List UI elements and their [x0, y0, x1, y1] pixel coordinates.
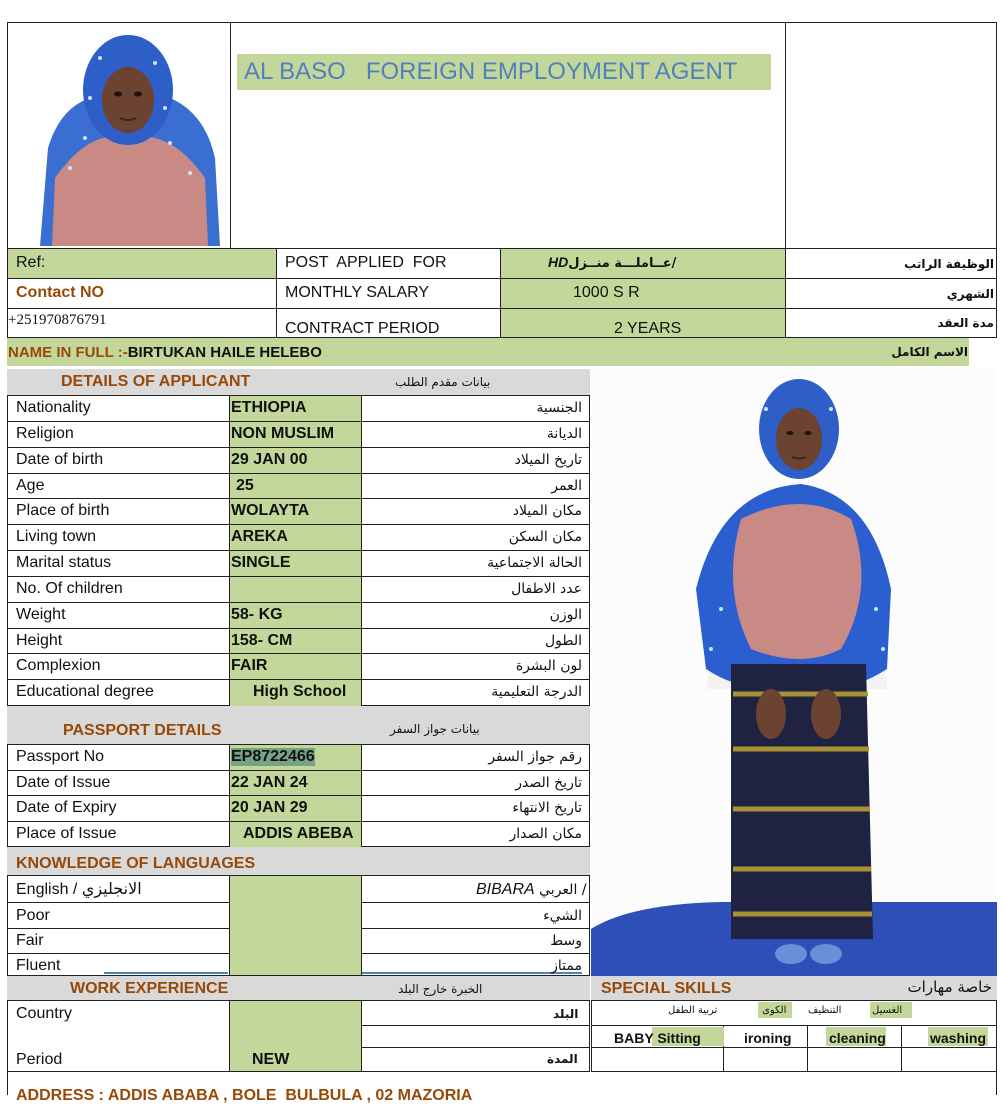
row-label: Date of Expiry — [16, 799, 117, 816]
language-level-label: Poor — [16, 907, 50, 924]
applicant-section-title: DETAILS OF APPLICANT — [61, 373, 251, 390]
monthly-salary-label: MONTHLY SALARY — [285, 284, 430, 301]
skill-baby-sitting — [614, 1029, 701, 1047]
row-label: Passport No — [16, 748, 105, 765]
skill-ar-cleaning: التنظيف — [808, 1005, 842, 1016]
skill-washing: washing — [930, 1030, 987, 1046]
row-value: 29 JAN 00 — [231, 451, 308, 468]
row-label-ar: الوزن — [549, 607, 582, 623]
row-label-ar: عدد الاطفال — [511, 581, 582, 597]
row-value: EP8722466 — [231, 748, 315, 765]
applicant-portrait-photo — [30, 28, 226, 246]
row-value: FAIR — [231, 657, 268, 674]
ref-label: Ref: — [16, 254, 46, 271]
row-label-ar: الجنسية — [536, 400, 582, 416]
skill-ar-washing: الغسيل — [872, 1005, 903, 1016]
languages-section-title: KNOWLEDGE OF LANGUAGES — [16, 855, 256, 872]
row-label-ar: رقم جواز السفر — [488, 749, 582, 765]
language-level-label: Fair — [16, 932, 44, 949]
arabic-language-value: BIBARA — [476, 881, 535, 898]
address-text: ADDRESS : ADDIS ABABA , BOLE BULBULA , 02 MAZORIA — [16, 1087, 473, 1104]
passport-section-title: PASSPORT DETAILS — [63, 722, 222, 739]
work-period-value: NEW — [252, 1051, 290, 1068]
row-label: Marital status — [16, 554, 112, 571]
skill-ironing: ironing — [744, 1030, 792, 1046]
row-label: Living town — [16, 528, 97, 545]
post-value-ar: عــاملـــة منــزل/ — [568, 256, 677, 271]
post-ar-label: الوظيفة الراتب — [904, 257, 994, 271]
row-label: Nationality — [16, 399, 91, 416]
row-label: Height — [16, 632, 63, 649]
row-label-ar: تاريخ الانتهاء — [512, 800, 582, 816]
row-label: Date of Issue — [16, 774, 111, 791]
row-label: Date of birth — [16, 451, 104, 468]
row-value: ETHIOPIA — [231, 399, 307, 416]
row-value: 25 — [236, 477, 254, 494]
row-label-ar: مكان الميلاد — [512, 503, 582, 519]
row-label: Weight — [16, 606, 66, 623]
contract-ar-label: مدة العقد — [937, 316, 994, 330]
post-applied-value — [548, 252, 688, 274]
post-applied-label: POST APPLIED FOR — [285, 254, 447, 271]
skill-ar-ironing: الكوى — [762, 1005, 787, 1016]
skills-section-title: SPECIAL SKILLS — [601, 980, 732, 997]
language-level-ar: وسط — [550, 933, 582, 949]
row-label: No. Of children — [16, 580, 123, 597]
work-period-ar: المدة — [547, 1052, 578, 1066]
full-name-ar-label: الاسم الكامل — [891, 345, 968, 359]
row-value: AREKA — [231, 528, 288, 545]
arabic-language — [476, 881, 587, 899]
language-level-ar: ممتاز — [551, 958, 582, 974]
row-label-ar: تاريخ الصدر — [515, 775, 582, 791]
row-label-ar: الديانة — [546, 426, 582, 442]
salary-ar-label: الشهري — [946, 287, 994, 301]
contact-label: Contact NO — [16, 284, 104, 301]
full-name — [8, 344, 322, 362]
salary-value: 1000 S R — [573, 284, 640, 301]
row-label-ar: لون البشرة — [515, 658, 582, 674]
row-label-ar: الطول — [544, 633, 582, 649]
row-label: Place of Issue — [16, 825, 117, 842]
full-name-value: BIRTUKAN HAILE HELEBO — [127, 344, 322, 361]
applicant-section-title-ar: بيانات مقدم الطلب — [395, 375, 491, 389]
row-label-ar: العمر — [551, 478, 582, 494]
row-value: High School — [253, 683, 347, 700]
row-value: 22 JAN 24 — [231, 774, 308, 791]
full-name-label: NAME IN FULL :- — [8, 344, 128, 361]
contract-value: 2 YEARS — [614, 320, 682, 337]
contract-period-label: CONTRACT PERIOD — [285, 320, 440, 337]
row-label-ar: مكان السكن — [508, 529, 582, 545]
work-section-title-ar: الخبرة خارج البلد — [398, 982, 483, 996]
row-label-ar: الحالة الاجتماعية — [487, 555, 582, 571]
arabic-language-label: العربي / — [539, 882, 587, 898]
row-label: Complexion — [16, 657, 101, 674]
row-value: 158- CM — [231, 632, 293, 649]
language-level-ar: الشيء — [543, 908, 582, 924]
post-value-en: HD — [548, 254, 569, 270]
work-section-title: WORK EXPERIENCE — [70, 980, 229, 997]
applicant-full-body-photo — [591, 369, 997, 976]
english-label: English / الانجليزي — [16, 881, 142, 898]
work-period-label: Period — [16, 1051, 63, 1068]
row-value: WOLAYTA — [231, 502, 310, 519]
row-label: Educational degree — [16, 683, 154, 700]
skill-ar-baby: تربية الطفل — [668, 1005, 718, 1016]
row-label-ar: الدرجة التعليمية — [491, 684, 582, 700]
row-value: NON MUSLIM — [231, 425, 335, 442]
row-label-ar: مكان الصدار — [509, 826, 582, 842]
passport-section-title-ar: بيانات جواز السفر — [390, 722, 480, 736]
skill-baby-label: Sitting — [657, 1030, 701, 1046]
phone-number: +251970876791 — [8, 312, 107, 328]
row-value: ADDIS ABEBA — [243, 825, 354, 842]
work-country-label: Country — [16, 1005, 73, 1022]
skill-cleaning: cleaning — [829, 1030, 886, 1046]
row-label: Age — [16, 477, 45, 494]
row-label: Place of birth — [16, 502, 110, 519]
skills-section-title-ar: خاصة مهارات — [907, 978, 992, 996]
row-label-ar: تاريخ الميلاد — [514, 452, 582, 468]
row-value: 20 JAN 29 — [231, 799, 308, 816]
agency-title: AL BASO FOREIGN EMPLOYMENT AGENT — [244, 58, 738, 85]
work-country-ar: البلد — [553, 1007, 579, 1021]
value-cell-bg — [230, 577, 361, 602]
row-value: SINGLE — [231, 554, 291, 571]
row-label: Religion — [16, 425, 74, 442]
row-value: 58- KG — [231, 606, 283, 623]
language-level-label: Fluent — [16, 957, 61, 974]
skill-baby-prefix: BABY — [614, 1030, 654, 1046]
